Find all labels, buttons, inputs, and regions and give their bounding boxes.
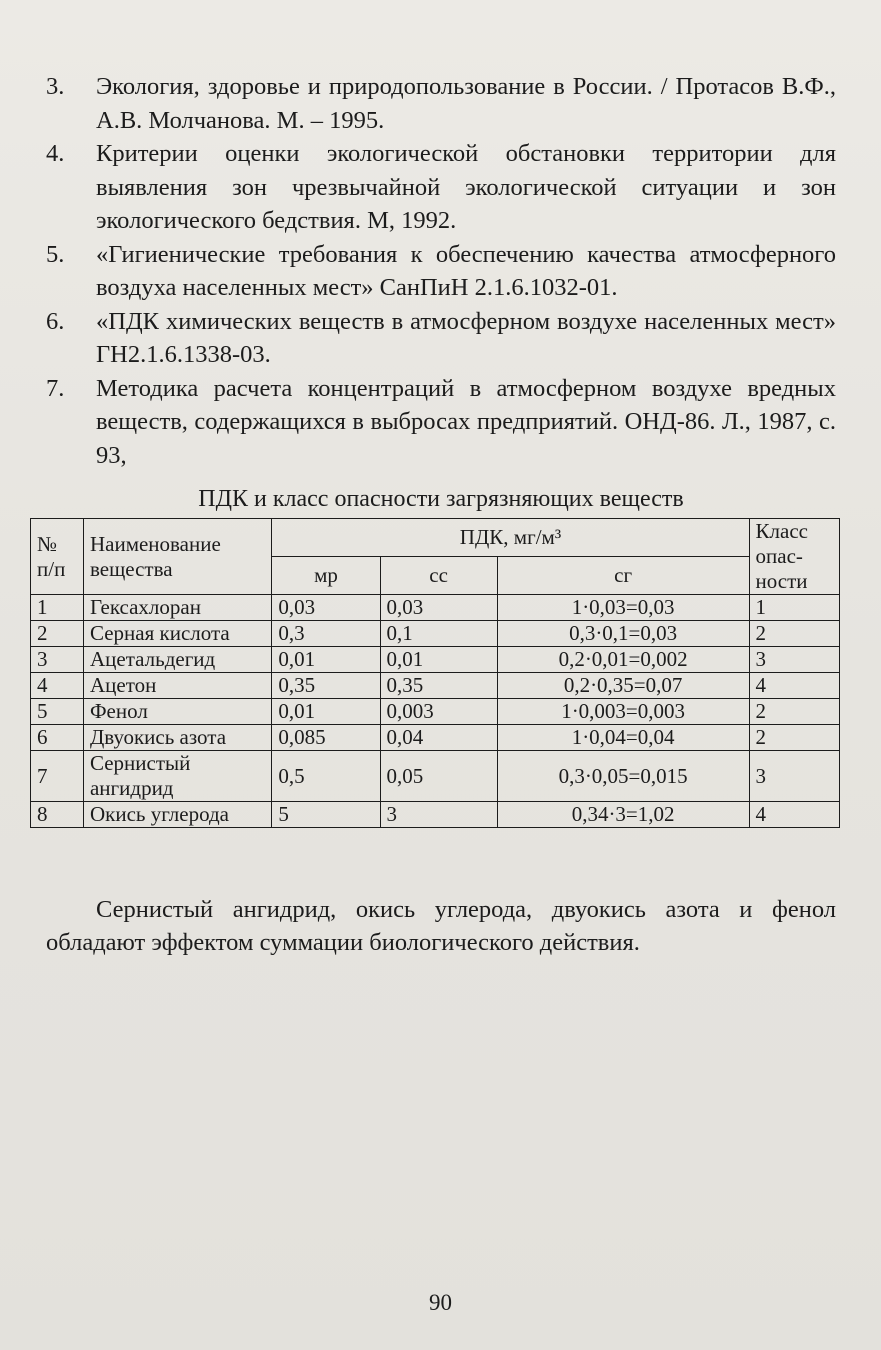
cell-num: 3 (31, 647, 84, 673)
table-header-row (31, 519, 840, 557)
cell-mp: 5 (272, 802, 380, 828)
reference-item (46, 372, 836, 473)
cell-name: Двуокись азота (83, 725, 271, 751)
table-row (31, 751, 840, 802)
cell-cc: 0,003 (380, 699, 497, 725)
cell-mp: 0,01 (272, 699, 380, 725)
table-row (31, 802, 840, 828)
cell-cg: 1·0,003=0,003 (497, 699, 749, 725)
cell-cg: 1·0,04=0,04 (497, 725, 749, 751)
cell-cc: 3 (380, 802, 497, 828)
reference-number: 4. (46, 140, 65, 167)
table-title: ПДК и класс опасности загрязняющих веществ (198, 486, 684, 512)
table-row (31, 621, 840, 647)
reference-text: Методика расчета концентраций в атмосферном воздухе вредных веществ, содержащихся в выбросах предприятий. ОНД-86. Л., 1987, с. 93, (96, 374, 836, 469)
cell-name: Гексахлоран (83, 595, 271, 621)
reference-text: «Гигиенические требования к обеспечению качества атмосферного воздуха населенных мест» СанПиН 2.1.6.1032-01. (96, 240, 836, 301)
cell-cg: 0,34·3=1,02 (497, 802, 749, 828)
cell-class: 4 (749, 673, 839, 699)
cell-cg: 1·0,03=0,03 (497, 595, 749, 621)
table-row (31, 595, 840, 621)
reference-text: «ПДК химических веществ в атмосферном воздухе населенных мест» ГН2.1.6.1338-03. (96, 307, 836, 368)
cell-mp: 0,03 (272, 595, 380, 621)
cell-num: 4 (31, 673, 84, 699)
cell-class: 1 (749, 595, 839, 621)
cell-mp: 0,5 (272, 751, 380, 802)
cell-name: Ацетон (83, 673, 271, 699)
table-row (31, 673, 840, 699)
reference-number: 6. (46, 307, 65, 335)
cell-cg: 0,3·0,05=0,015 (497, 751, 749, 802)
cell-num: 8 (31, 802, 84, 828)
cell-class: 3 (749, 647, 839, 673)
cell-num: 2 (31, 621, 84, 647)
header-cc: сс (380, 557, 497, 595)
cell-cc: 0,01 (380, 647, 497, 673)
reference-item (46, 238, 836, 305)
cell-cc: 0,1 (380, 621, 497, 647)
pdk-table (30, 518, 840, 828)
table-row (31, 725, 840, 751)
summation-paragraph: Сернистый ангидрид, окись углерода, двуокись азота и фенол обладают эффектом суммации биологического действия. (46, 896, 836, 956)
reference-text: Критерии оценки экологической обстановки территории для выявления зон чрезвычайной экологической ситуации и зон экологического бедствия. М, 1992. (96, 140, 836, 234)
cell-class: 3 (749, 751, 839, 802)
cell-cc: 0,35 (380, 673, 497, 699)
cell-num: 6 (31, 725, 84, 751)
header-mp: мр (272, 557, 380, 595)
header-name: Наименование вещества (83, 519, 271, 595)
reference-item (46, 137, 836, 238)
header-pdk: ПДК, мг/м³ (272, 519, 749, 557)
cell-name: Фенол (83, 699, 271, 725)
cell-cc: 0,03 (380, 595, 497, 621)
cell-cc: 0,04 (380, 725, 497, 751)
reference-item (46, 70, 836, 137)
cell-cg: 0,3·0,1=0,03 (497, 621, 749, 647)
header-class: Класс опас-ности (749, 519, 839, 595)
cell-name: Окись углерода (83, 802, 271, 828)
reference-list (46, 70, 836, 472)
cell-class: 2 (749, 725, 839, 751)
page-number: 90 (429, 1290, 452, 1315)
table-row (31, 647, 840, 673)
cell-num: 5 (31, 699, 84, 725)
reference-text: Экология, здоровье и природопользование в России. / Протасов В.Ф., А.В. Молчанова. М. – 1995. (96, 73, 836, 134)
cell-mp: 0,01 (272, 647, 380, 673)
header-cg: сг (497, 557, 749, 595)
reference-item (46, 305, 836, 372)
cell-cg: 0,2·0,01=0,002 (497, 647, 749, 673)
cell-name: Ацетальдегид (83, 647, 271, 673)
cell-mp: 0,085 (272, 725, 380, 751)
cell-class: 2 (749, 621, 839, 647)
cell-num: 7 (31, 751, 84, 802)
cell-name: Серная кислота (83, 621, 271, 647)
cell-num: 1 (31, 595, 84, 621)
reference-number: 5. (46, 240, 65, 268)
cell-name: Сернистый ангидрид (83, 751, 271, 802)
cell-cc: 0,05 (380, 751, 497, 802)
cell-cg: 0,2·0,35=0,07 (497, 673, 749, 699)
cell-mp: 0,3 (272, 621, 380, 647)
cell-mp: 0,35 (272, 673, 380, 699)
cell-class: 4 (749, 802, 839, 828)
table-row (31, 699, 840, 725)
reference-number: 3. (46, 73, 65, 100)
header-num: № п/п (31, 519, 84, 595)
cell-class: 2 (749, 699, 839, 725)
reference-number: 7. (46, 374, 65, 402)
